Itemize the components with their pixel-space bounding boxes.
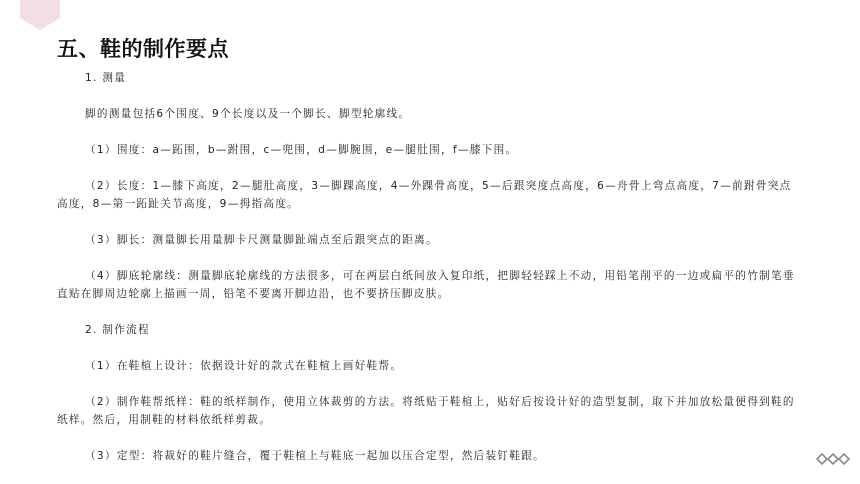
paragraph-pattern-making: （2）制作鞋帮纸样：鞋的纸样制作，使用立体裁剪的方法。将纸贴于鞋楦上，贴好后按设计好的造型复制，取下并加放松量便得到鞋的纸样。然后，用制鞋的材料依纸样剪裁。	[57, 396, 795, 426]
paragraph-girth: （1）围度：a—跖围，b—跗围，c—兜围，d—脚腕围，e—腿肚围，f—膝下围。	[85, 144, 518, 156]
section-heading-measurement: 1. 测量	[85, 72, 127, 84]
corner-tab-decoration	[20, 0, 60, 30]
paragraph-length: （2）长度：1—膝下高度，2—腿肚高度，3—脚踝高度，4—外踝骨高度，5—后跟突度点高度，6—舟骨上弯点高度，7—前跗骨突点高度，8—第一跖趾关节高度，9—拇指高度。	[57, 180, 792, 210]
paragraph-sole-outline: （4）脚底轮廓线：测量脚底轮廓线的方法很多，可在两层白纸间放入复印纸，把脚轻轻踩上不动，用铅笔削平的一边或扁平的竹制笔垂直贴在脚周边轮廓上描画一周，铅笔不要离开脚边沿，也不要挤压脚皮肤。	[57, 270, 795, 300]
page-title: 五、鞋的制作要点	[57, 37, 229, 61]
section-heading-process: 2. 制作流程	[85, 324, 150, 336]
paragraph-shaping: （3）定型：将裁好的鞋片缝合，覆于鞋楦上与鞋底一起加以压合定型，然后装钉鞋跟。	[85, 450, 545, 462]
paragraph-foot-length: （3）脚长：测量脚长用量脚卡尺测量脚趾端点至后跟突点的距离。	[85, 234, 438, 246]
paragraph-measurement-summary: 脚的测量包括6个围度、9个长度以及一个脚长、脚型轮廓线。	[85, 108, 411, 120]
paragraph-last-design: （1）在鞋楦上设计：依据设计好的款式在鞋楦上画好鞋帮。	[85, 360, 403, 372]
content-body	[57, 69, 802, 483]
diamond-chain-icon	[816, 452, 850, 466]
